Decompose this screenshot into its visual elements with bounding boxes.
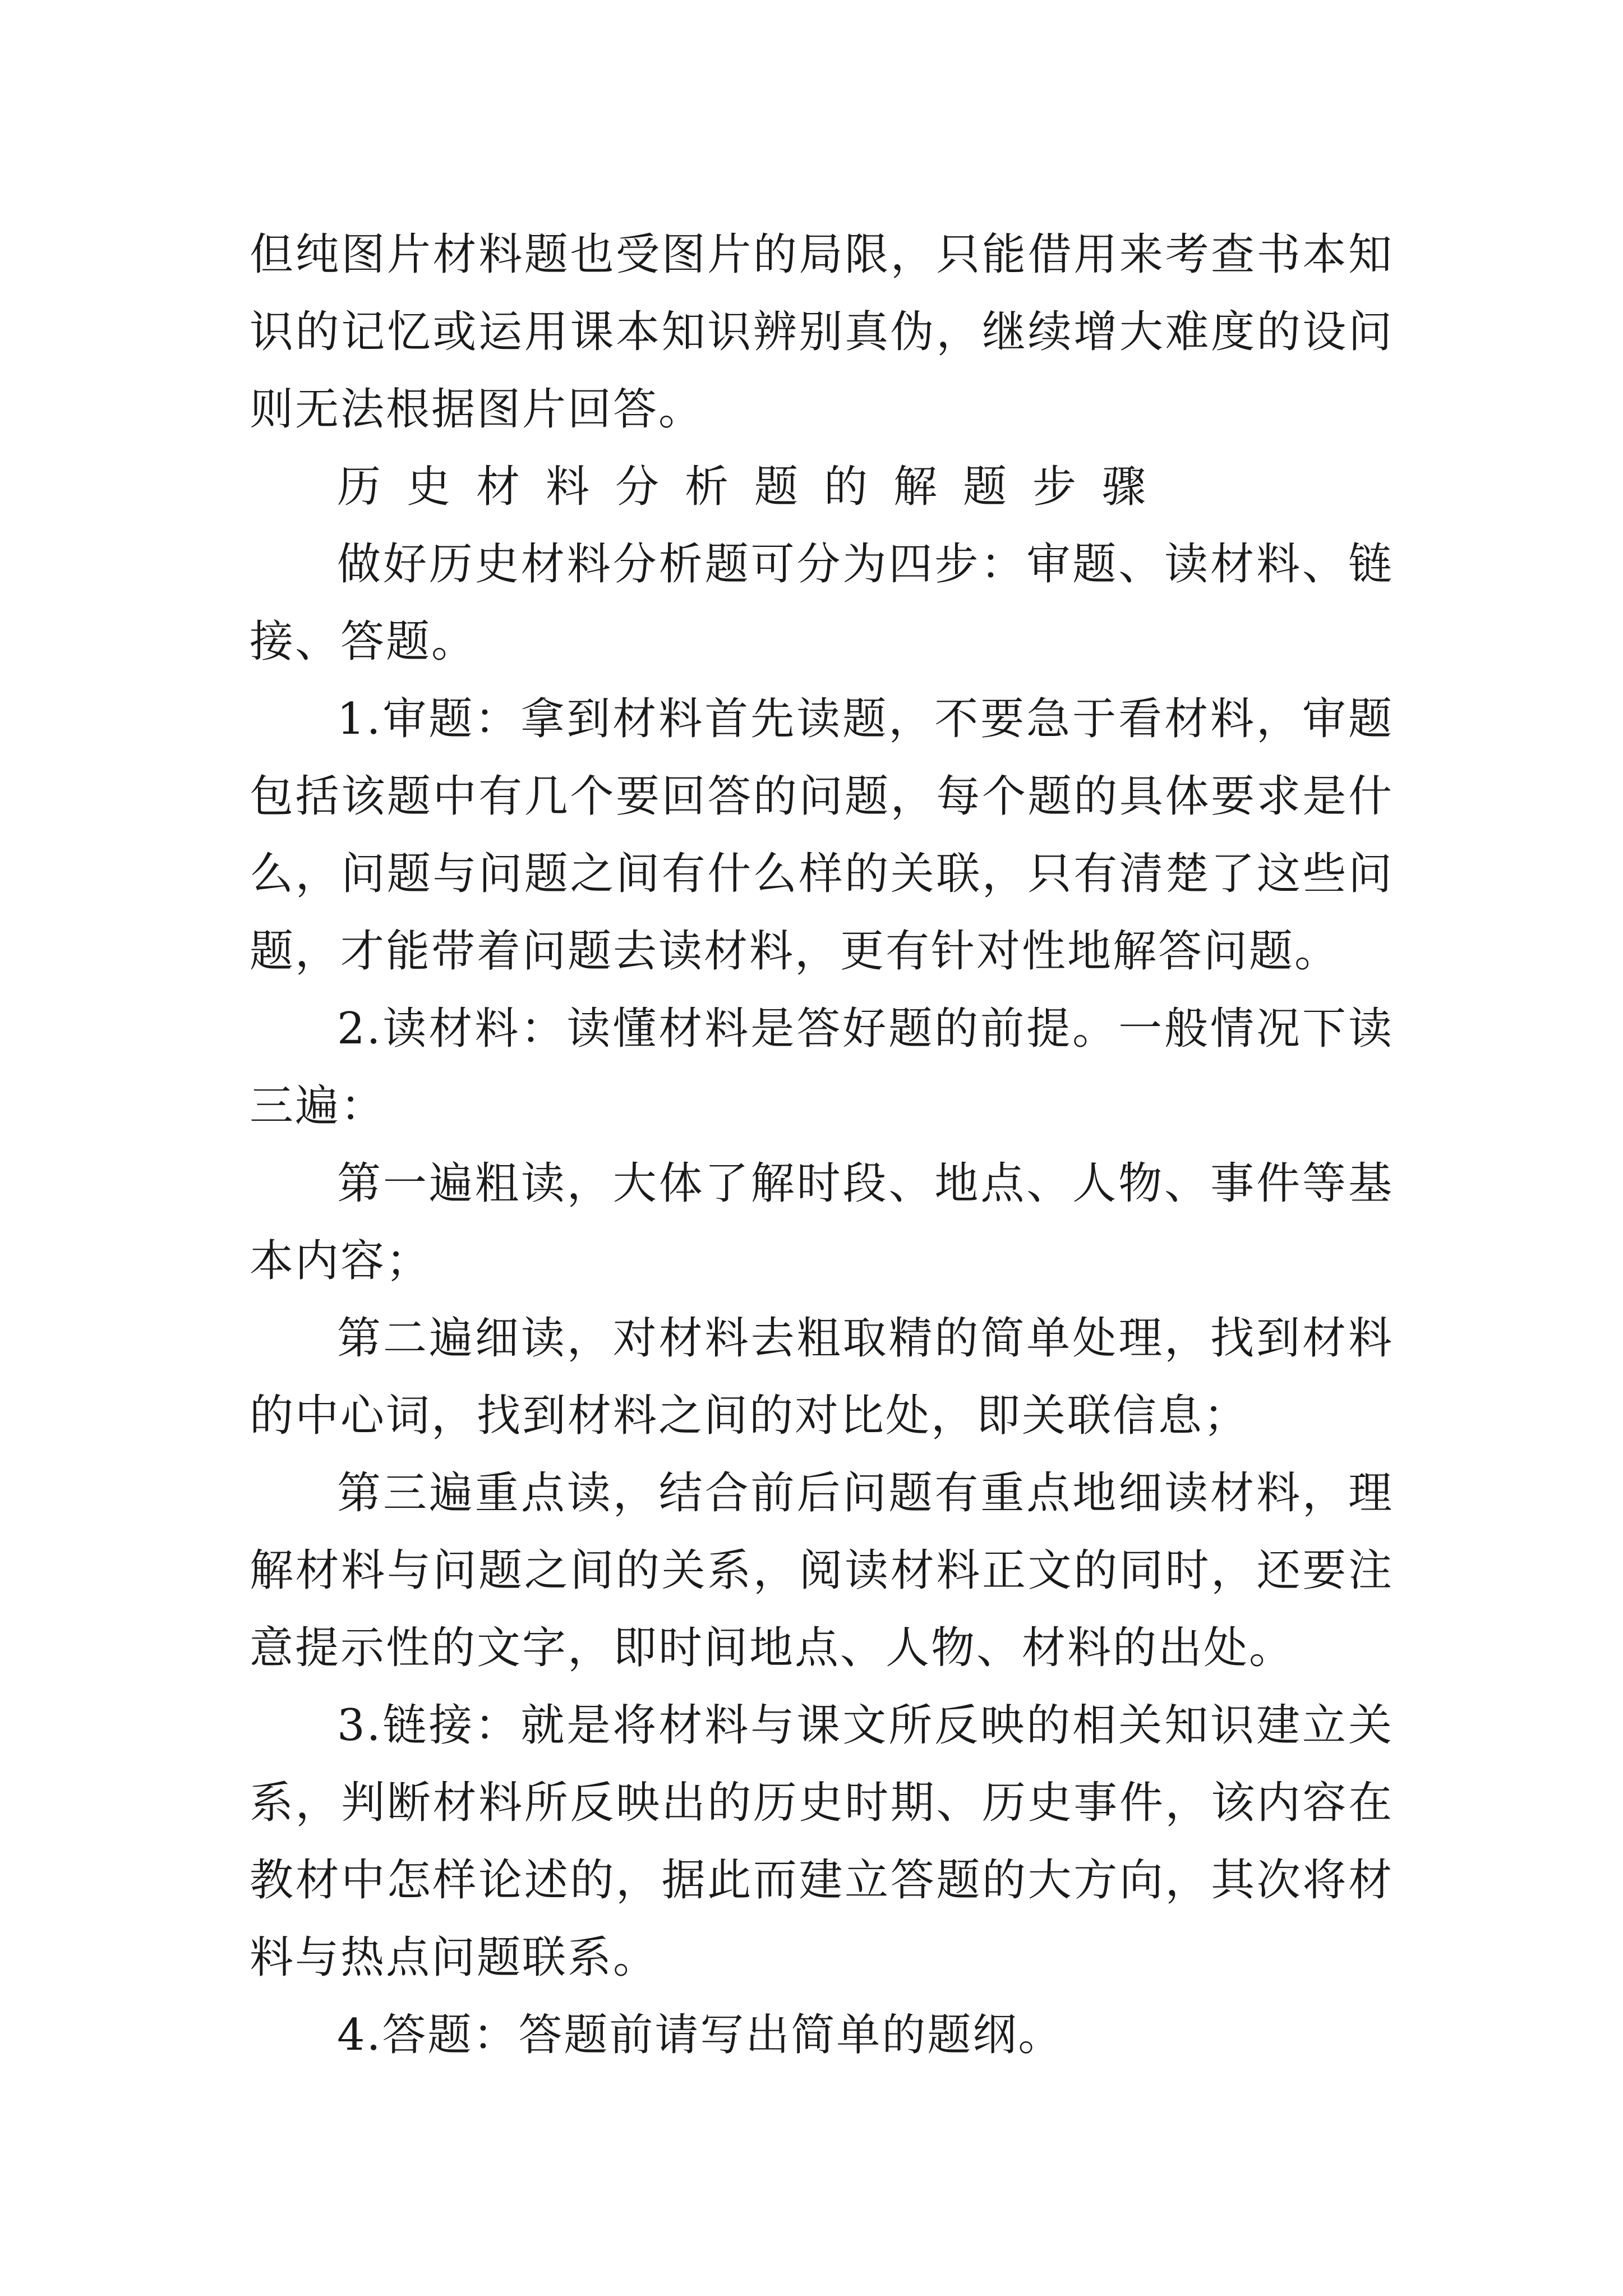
paragraph-read-second: 第二遍细读，对材料去粗取精的简单处理，找到材料的中心词，找到材料之间的对比处，即关联信息； (250, 1313, 1394, 1441)
document-body (250, 216, 1394, 2074)
paragraph-intro: 做好历史材料分析题可分为四步：审题、读材料、链接、答题。 (250, 539, 1394, 667)
section-title: 历史材料分析题的解题步骤 (337, 462, 1172, 512)
paragraph-step-1: 1.审题：拿到材料首先读题，不要急于看材料，审题包括该题中有几个要回答的问题，每个题的具体要求是什么，问题与问题之间有什么样的关联，只有清楚了这些问题，才能带着问题去读材料，更有针对性地解答问题。 (250, 694, 1394, 977)
paragraph-step-2: 2.读材料：读懂材料是答好题的前提。一般情况下读三遍： (250, 1004, 1394, 1131)
paragraph-continuation: 但纯图片材料题也受图片的局限，只能借用来考查书本知识的记忆或运用课本知识辨别真伪，继续增大难度的设问则无法根据图片回答。 (250, 229, 1394, 435)
paragraph-read-first: 第一遍粗读，大体了解时段、地点、人物、事件等基本内容； (250, 1158, 1394, 1286)
paragraph-read-third: 第三遍重点读，结合前后问题有重点地细读材料，理解材料与问题之间的关系，阅读材料正文的同时，还要注意提示性的文字，即时间地点、人物、材料的出处。 (250, 1468, 1394, 1673)
paragraph-step-3: 3.链接：就是将材料与课文所反映的相关知识建立关系，判断材料所反映出的历史时期、历史事件，该内容在教材中怎样论述的，据此而建立答题的大方向，其次将材料与热点问题联系。 (250, 1700, 1394, 1983)
paragraph-step-4: 4.答题：答题前请写出简单的题纲。 (337, 2010, 1064, 2060)
